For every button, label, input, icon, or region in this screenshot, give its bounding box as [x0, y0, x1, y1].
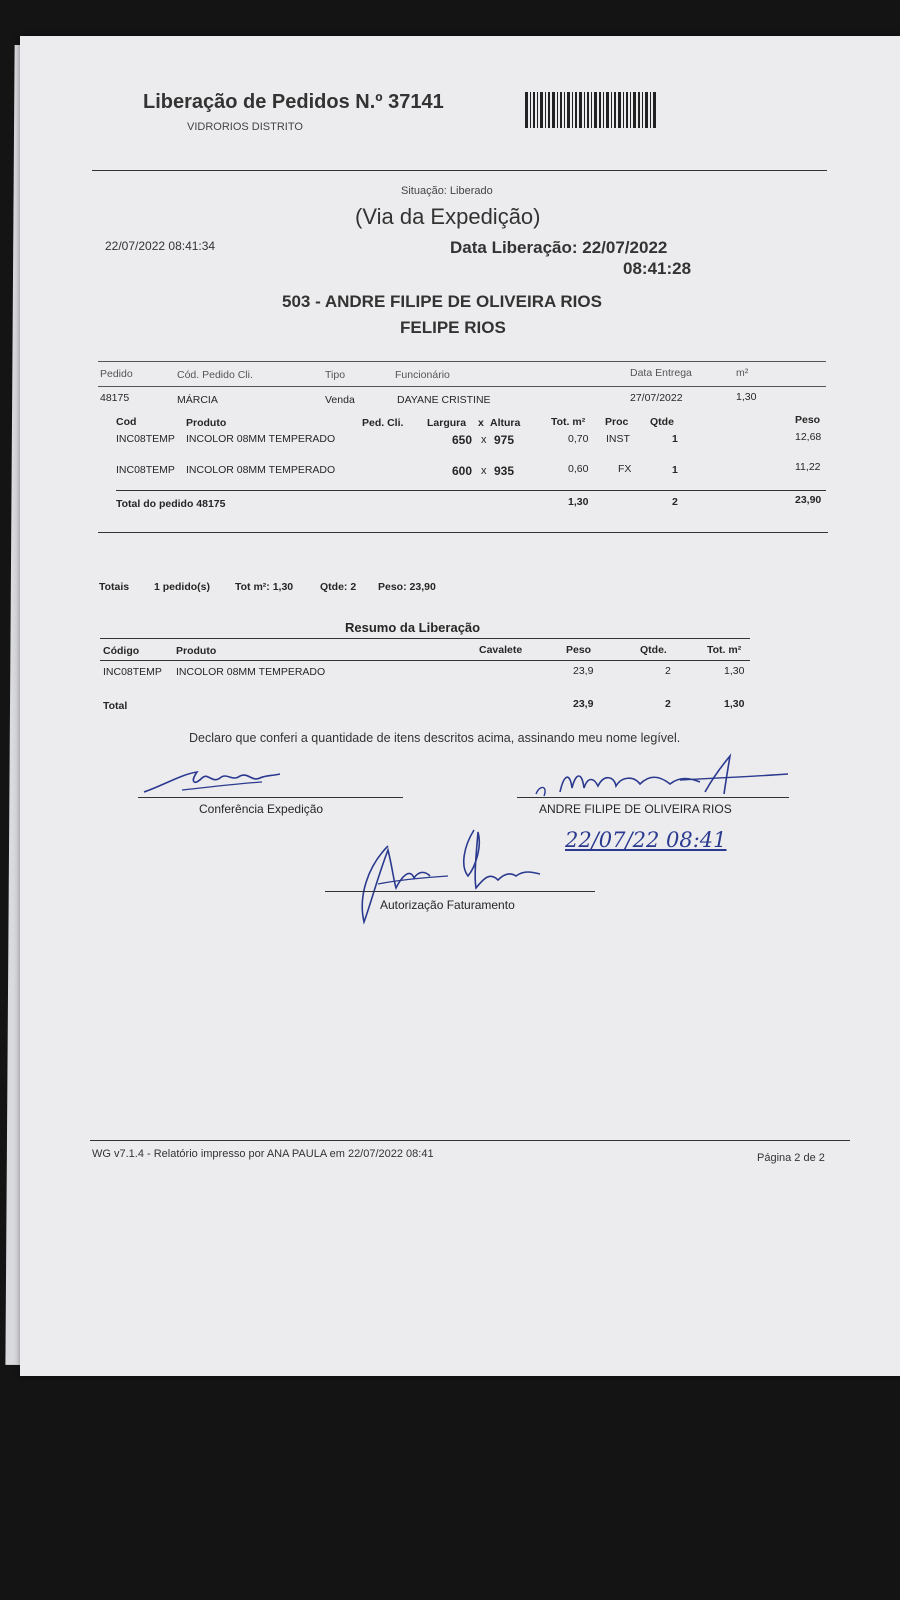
item-2-x: x	[481, 465, 487, 477]
header-divider	[92, 170, 827, 171]
item-header-peso: Peso	[795, 414, 821, 426]
summary-total-tot-m2: 1,30	[724, 698, 745, 710]
order-m2: 1,30	[736, 391, 757, 403]
order-data-entrega: 27/07/2022	[630, 392, 683, 404]
order-header-rule	[98, 386, 826, 387]
summary-row-codigo: INC08TEMP	[103, 666, 162, 678]
company-name: VIDRORIOS DISTRITO	[187, 121, 303, 133]
conferencia-signature	[142, 764, 282, 796]
item-header-qtde: Qtde	[650, 416, 674, 428]
item-1-proc: INST	[606, 433, 630, 445]
item-header-largura: Largura	[427, 417, 467, 429]
order-total-m2: 1,30	[568, 496, 589, 508]
item-1-qtde: 1	[672, 433, 678, 445]
totals-m2: Tot m²: 1,30	[235, 581, 294, 593]
handwritten-date: 22/07/22 08:41	[565, 828, 727, 852]
item-1-altura: 975	[494, 433, 515, 447]
summary-header-produto: Produto	[176, 645, 217, 657]
item-2-qtde: 1	[672, 464, 678, 476]
document-title: Liberação de Pedidos N.º 37141	[143, 91, 444, 113]
item-2-proc: FX	[618, 463, 632, 475]
summary-header-codigo: Código	[103, 645, 140, 657]
page-number: Página 2 de 2	[757, 1152, 825, 1164]
item-header-produto: Produto	[186, 417, 227, 429]
summary-total-peso: 23,9	[573, 698, 594, 710]
summary-title: Resumo da Liberação	[345, 620, 481, 635]
summary-header-tot-m2: Tot. m²	[707, 644, 742, 656]
order-pedido: 48175	[100, 392, 130, 404]
conferencia-signature-line	[138, 797, 403, 798]
item-header-altura: Altura	[490, 417, 521, 429]
client-signature-line	[517, 797, 789, 798]
item-1-cod: INC08TEMP	[116, 433, 175, 445]
conferencia-label: Conferência Expedição	[199, 802, 324, 816]
order-funcionario: DAYANE CRISTINE	[397, 394, 491, 406]
item-1-largura: 650	[452, 433, 473, 447]
summary-header-rule	[100, 660, 750, 661]
item-1-tot-m2: 0,70	[568, 433, 589, 445]
item-2-altura: 935	[494, 464, 515, 478]
client-name: 503 - ANDRE FILIPE DE OLIVEIRA RIOS	[282, 292, 602, 311]
item-header-x: x	[478, 417, 484, 429]
order-total-label: Total do pedido 48175	[116, 498, 226, 510]
summary-header-qtde: Qtde.	[640, 644, 667, 656]
item-header-ped-cli: Ped. Cli.	[362, 417, 404, 429]
declaration-text: Declaro que conferi a quantidade de itens descritos acima, assinando meu nome legível.	[189, 731, 681, 745]
via-label: (Via da Expedição)	[355, 204, 541, 229]
order-total-peso: 23,90	[795, 494, 822, 506]
item-header-cod: Cod	[116, 416, 137, 428]
barcode-icon	[525, 92, 657, 128]
release-date: Data Liberação: 22/07/2022	[450, 238, 668, 257]
status-text: Situação: Liberado	[401, 185, 493, 197]
summary-header-cavalete: Cavalete	[479, 644, 523, 656]
item-2-peso: 11,22	[795, 461, 821, 473]
totals-label: Totais	[99, 581, 130, 593]
summary-row-qtde: 2	[665, 665, 671, 677]
order-table-bottom-rule	[98, 532, 828, 533]
order-total-rule	[116, 490, 826, 491]
item-2-tot-m2: 0,60	[568, 463, 589, 475]
order-total-qtde: 2	[672, 496, 678, 508]
summary-header-peso: Peso	[566, 644, 592, 656]
col-header-m2: m²	[736, 367, 749, 379]
item-1-peso: 12,68	[795, 431, 822, 443]
item-2-produto: INCOLOR 08MM TEMPERADO	[186, 464, 336, 476]
client-signature	[530, 754, 790, 800]
release-time: 08:41:28	[623, 259, 692, 278]
order-table-top-rule	[98, 361, 826, 362]
summary-total-qtde: 2	[665, 698, 671, 710]
release-document-page	[20, 36, 900, 1376]
totals-pedidos: 1 pedido(s)	[154, 581, 211, 593]
summary-row-produto: INCOLOR 08MM TEMPERADO	[176, 666, 326, 678]
order-tipo: Venda	[325, 394, 355, 406]
summary-total-label: Total	[103, 700, 128, 712]
footer-print-info: WG v7.1.4 - Relatório impresso por ANA PAULA em 22/07/2022 08:41	[92, 1148, 434, 1160]
order-cod-cli: MÁRCIA	[177, 394, 218, 406]
item-1-x: x	[481, 434, 487, 446]
summary-row-peso: 23,9	[573, 665, 594, 677]
col-header-funcionario: Funcionário	[395, 369, 450, 381]
totals-peso: Peso: 23,90	[378, 581, 436, 593]
summary-top-rule	[100, 638, 750, 639]
totals-qtde: Qtde: 2	[320, 581, 357, 593]
autorizacao-signature-line	[325, 891, 595, 892]
footer-rule	[90, 1140, 850, 1141]
col-header-data-entrega: Data Entrega	[630, 367, 692, 379]
client-short-name: FELIPE RIOS	[400, 318, 506, 337]
item-1-produto: INCOLOR 08MM TEMPERADO	[186, 433, 336, 445]
printed-timestamp: 22/07/2022 08:41:34	[105, 239, 216, 253]
item-2-largura: 600	[452, 464, 473, 478]
item-header-proc: Proc	[605, 416, 629, 428]
autorizacao-label: Autorização Faturamento	[380, 898, 515, 912]
item-header-tot-m2: Tot. m²	[551, 416, 586, 428]
col-header-tipo: Tipo	[325, 369, 346, 381]
client-signature-label: ANDRE FILIPE DE OLIVEIRA RIOS	[539, 802, 732, 816]
col-header-cod-cli: Cód. Pedido Cli.	[177, 369, 253, 381]
summary-row-tot-m2: 1,30	[724, 665, 745, 677]
col-header-pedido: Pedido	[100, 368, 133, 380]
item-2-cod: INC08TEMP	[116, 464, 175, 476]
